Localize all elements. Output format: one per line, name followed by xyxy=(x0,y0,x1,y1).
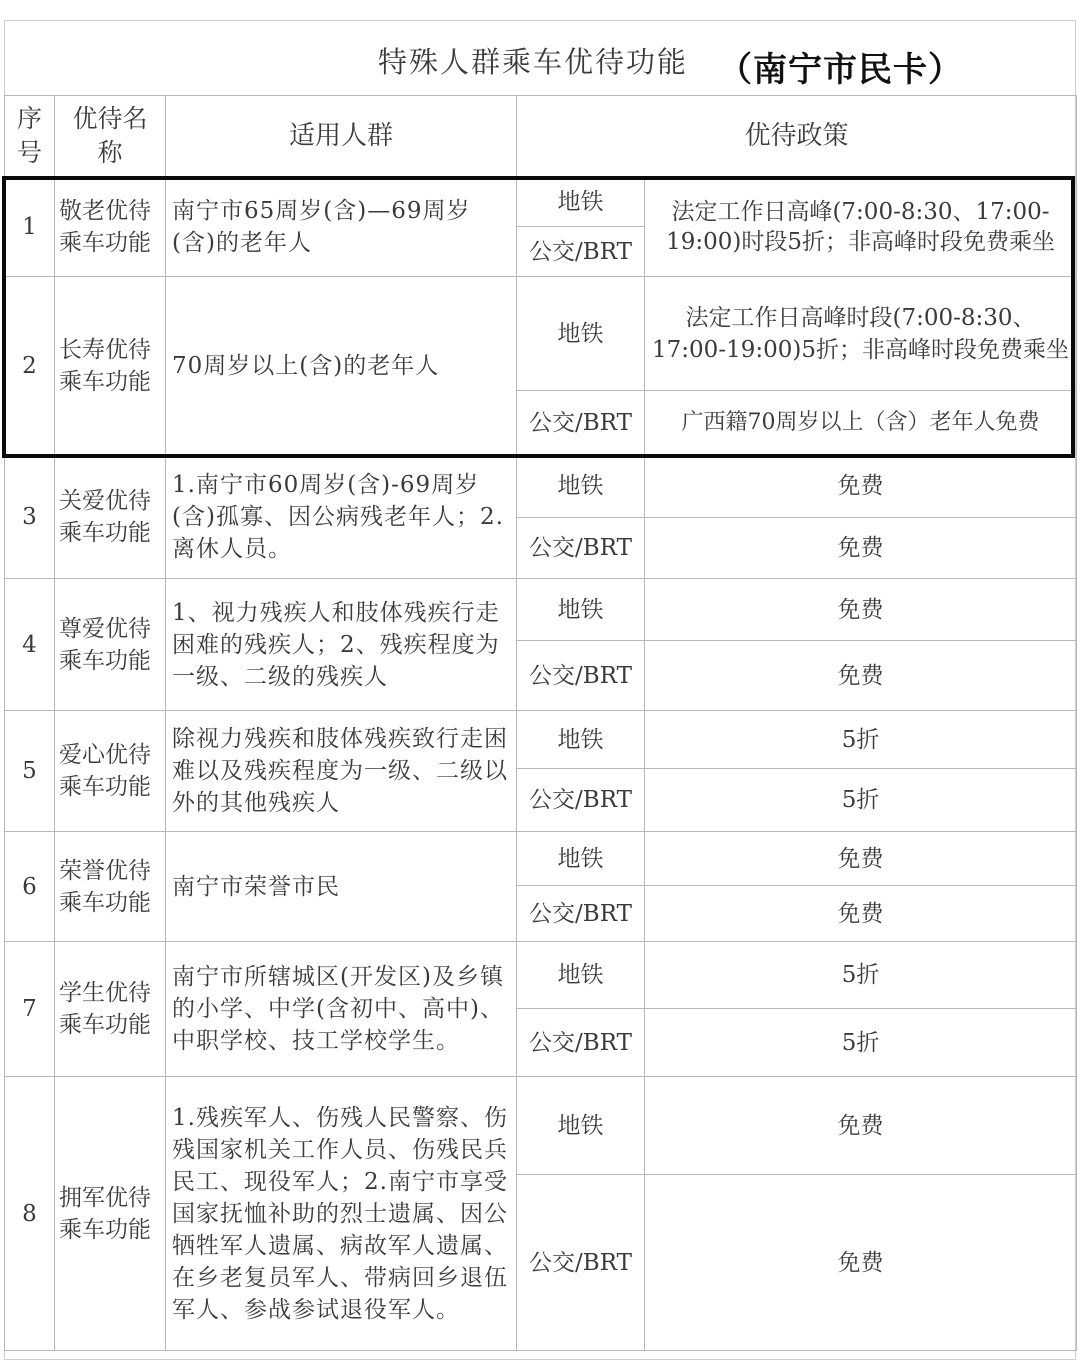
table-row xyxy=(5,455,1077,518)
table-row xyxy=(5,177,1077,227)
transport-mode: 地铁 xyxy=(517,1077,645,1175)
transport-mode: 公交/BRT xyxy=(517,518,645,579)
header-policy: 优待政策 xyxy=(517,96,1077,177)
policy-text: 免费 xyxy=(645,832,1077,886)
row-number: 6 xyxy=(5,832,55,942)
transport-mode: 地铁 xyxy=(517,832,645,886)
transport-mode: 公交/BRT xyxy=(517,769,645,832)
benefit-name: 尊爱优待乘车功能 xyxy=(55,579,166,711)
policy-text: 5折 xyxy=(645,942,1077,1009)
header-name: 优待名称 xyxy=(55,96,166,177)
policy-text: 广西籍70周岁以上（含）老年人免费 xyxy=(645,391,1077,455)
row-number: 1 xyxy=(5,177,55,277)
table-row xyxy=(5,942,1077,1009)
policy-text: 5折 xyxy=(645,1009,1077,1077)
benefit-name: 关爱优待乘车功能 xyxy=(55,455,166,579)
eligible-group: 1.南宁市60周岁(含)-69周岁(含)孤寡、因公病残老年人；2.离休人员。 xyxy=(166,455,517,579)
policy-text: 免费 xyxy=(645,518,1077,579)
eligible-group: 南宁市荣誉市民 xyxy=(166,832,517,942)
transport-mode: 公交/BRT xyxy=(517,641,645,711)
policy-text: 免费 xyxy=(645,1077,1077,1175)
transport-mode: 地铁 xyxy=(517,579,645,641)
eligible-group: 除视力残疾和肢体残疾致行走困难以及残疾程度为一级、二级以外的其他残疾人 xyxy=(166,711,517,832)
row-number: 3 xyxy=(5,455,55,579)
eligible-group: 70周岁以上(含)的老年人 xyxy=(166,277,517,455)
benefit-name: 荣誉优待乘车功能 xyxy=(55,832,166,942)
row-number: 2 xyxy=(5,277,55,455)
policy-text: 法定工作日高峰时段(7:00-8:30、17:00-19:00)5折；非高峰时段免费乘坐 xyxy=(645,277,1077,391)
transport-mode: 公交/BRT xyxy=(517,1009,645,1077)
transport-mode: 公交/BRT xyxy=(517,227,645,277)
benefit-name: 学生优待乘车功能 xyxy=(55,942,166,1077)
policy-text: 免费 xyxy=(645,1175,1077,1351)
transport-mode: 地铁 xyxy=(517,942,645,1009)
header-no: 序号 xyxy=(5,96,55,177)
transport-mode: 地铁 xyxy=(517,177,645,227)
table-row xyxy=(5,1077,1077,1175)
policy-text: 5折 xyxy=(645,711,1077,769)
policy-text: 5折 xyxy=(645,769,1077,832)
title-subtitle: （南宁市民卡） xyxy=(718,50,963,90)
header-group: 适用人群 xyxy=(166,96,517,177)
table-row xyxy=(5,579,1077,641)
policy-text: 免费 xyxy=(645,579,1077,641)
eligible-group: 1、视力残疾人和肢体残疾行走困难的残疾人；2、残疾程度为一级、二级的残疾人 xyxy=(166,579,517,711)
benefit-name: 爱心优待乘车功能 xyxy=(55,711,166,832)
table-row xyxy=(5,832,1077,886)
transport-mode: 公交/BRT xyxy=(517,886,645,942)
transport-mode: 公交/BRT xyxy=(517,391,645,455)
table-row xyxy=(5,277,1077,391)
benefit-name: 拥军优待乘车功能 xyxy=(55,1077,166,1351)
policy-text: 免费 xyxy=(645,455,1077,518)
transport-mode: 地铁 xyxy=(517,711,645,769)
policy-text: 免费 xyxy=(645,641,1077,711)
transport-mode: 地铁 xyxy=(517,277,645,391)
policy-table xyxy=(4,95,1077,1351)
eligible-group: 1.残疾军人、伤残人民警察、伤残国家机关工作人员、伤残民兵民工、现役军人；2.南宁市享受国家抚恤补助的烈士遗属、因公牺牲军人遗属、病故军人遗属、在乡老复员军人、带病回乡退伍军人、参战参试退役军人。 xyxy=(166,1077,517,1351)
benefit-name: 长寿优待乘车功能 xyxy=(55,277,166,455)
title-main: 特殊人群乘车优待功能 xyxy=(378,45,689,79)
row-number: 5 xyxy=(5,711,55,832)
eligible-group: 南宁市65周岁(含)—69周岁(含)的老年人 xyxy=(166,177,517,277)
table-header-row xyxy=(5,96,1077,177)
benefit-name: 敬老优待乘车功能 xyxy=(55,177,166,277)
transport-mode: 地铁 xyxy=(517,455,645,518)
transport-mode: 公交/BRT xyxy=(517,1175,645,1351)
row-number: 7 xyxy=(5,942,55,1077)
row-number: 4 xyxy=(5,579,55,711)
eligible-group: 南宁市所辖城区(开发区)及乡镇的小学、中学(含初中、高中)、中职学校、技工学校学生。 xyxy=(166,942,517,1077)
row-number: 8 xyxy=(5,1077,55,1351)
policy-text: 免费 xyxy=(645,886,1077,942)
table-row xyxy=(5,711,1077,769)
policy-text: 法定工作日高峰(7:00-8:30、17:00-19:00)时段5折；非高峰时段免费乘坐 xyxy=(645,177,1077,277)
